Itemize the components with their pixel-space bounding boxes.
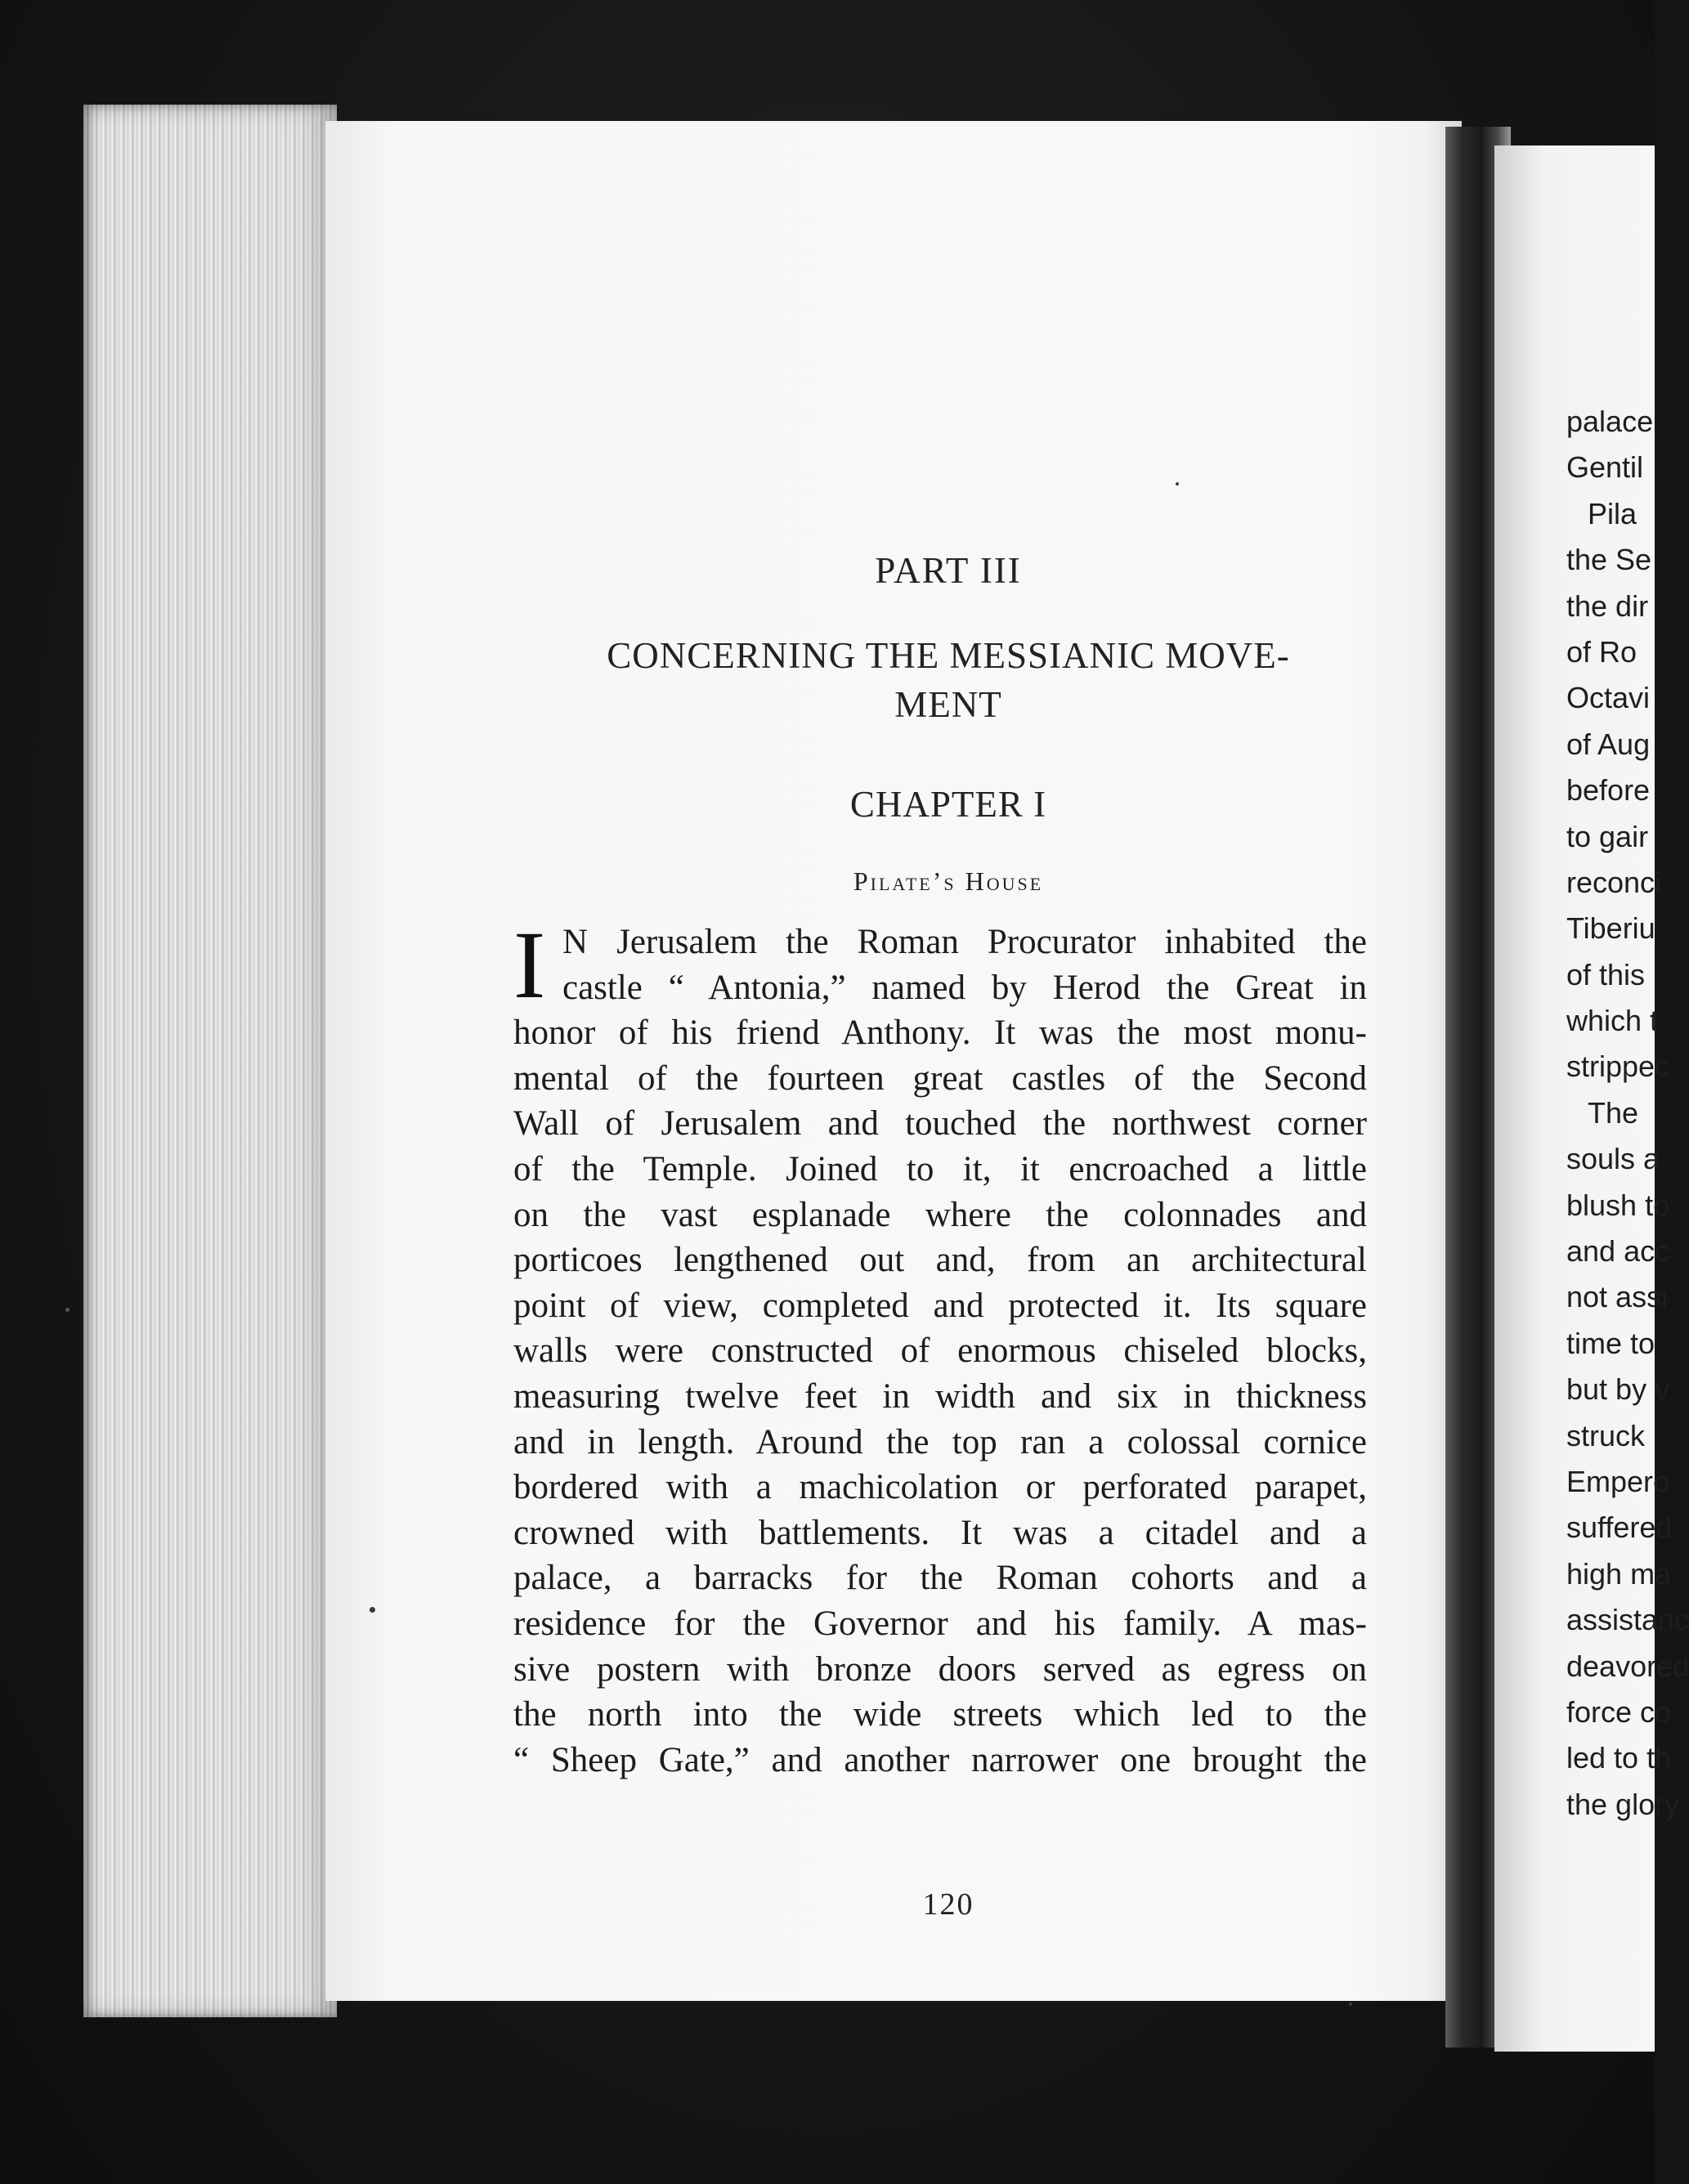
right-line: palace [1566,405,1654,438]
body-line: bordered with a machicolation or perforated parapet, [513,1468,1367,1507]
right-line: force co [1566,1694,1672,1729]
right-line: The [1588,1095,1639,1130]
dust-speck [1176,482,1179,486]
right-line: suffered [1566,1510,1673,1545]
right-line: reconci [1566,865,1662,899]
body-line: the north into the wide streets which led to the [513,1695,1367,1734]
body-text [513,911,1367,1783]
right-line: assistanc [1566,1603,1689,1637]
right-line: before [1566,773,1651,808]
part-title-line-2: MENT [894,684,1002,725]
section-title: Pilate’s House [853,866,1044,896]
right-line: Pila [1588,496,1637,530]
right-line: souls a [1566,1142,1660,1176]
body-line: crowned with battlements. It was a citadel and a [513,1513,1367,1552]
chapter-heading: CHAPTER I [849,784,1047,825]
body-line: on the vast esplanade where the colonnades and [513,1195,1367,1234]
body-line: point of view, completed and protected it. Its square [513,1286,1367,1325]
right-line: led to th [1566,1741,1672,1775]
right-line: to gair [1566,819,1649,853]
body-line: and in length. Around the top ran a colossal cornice [513,1422,1367,1461]
right-line: Octavi [1566,681,1651,715]
right-line: of Aug [1566,727,1651,761]
body-line: of the Temple. Joined to it, it encroached a little [513,1149,1367,1188]
right-line: Gentil [1566,450,1644,485]
body-line: N Jerusalem the Roman Procurator inhabited the [562,923,1367,961]
right-line: and acc [1566,1234,1670,1269]
page-number: 120 [922,1887,974,1922]
part-title-line-1: CONCERNING THE MESSIANIC MOVE- [607,635,1290,676]
body-line: sive postern with bronze doors served as egress on [513,1649,1367,1689]
right-line: which t [1566,1004,1659,1038]
dust-speck [65,1308,69,1312]
right-line: of this [1566,957,1646,991]
body-line: porticoes lengthened out and, from an architectural [513,1241,1367,1280]
part-heading: PART III [875,550,1022,591]
right-line: the dir [1566,589,1649,623]
body-line: Wall of Jerusalem and touched the northwest corner [513,1104,1367,1143]
body-line: honor of his friend Anthony. It was the most monu- [513,1014,1367,1053]
right-line: Empero [1566,1464,1670,1498]
body-line: mental of the fourteen great castles of the Second [513,1058,1367,1098]
body-line: castle “ Antonia,” named by Herod the Great in [562,968,1367,1007]
right-line: high ma [1566,1556,1672,1591]
body-line: measuring twelve feet in width and six in thickness [513,1376,1367,1416]
page-block-edges [83,105,337,2017]
right-line: deavored [1566,1649,1689,1683]
part-title [507,631,1390,729]
body-line: palace, a barracks for the Roman cohorts and a [513,1559,1367,1598]
right-line: blush to [1566,1188,1670,1222]
body-line: “ Sheep Gate,” and another narrower one brought the [513,1740,1367,1779]
body-line: residence for the Governor and his family. A mas- [513,1604,1367,1643]
right-line: not assi [1566,1280,1669,1314]
right-line: struck [1566,1418,1646,1452]
body-line: walls were constructed of enormous chiseled blocks, [513,1331,1367,1371]
right-line: the Se [1566,543,1652,577]
dust-speck [370,1607,375,1613]
right-line: strippec [1566,1049,1670,1084]
dust-speck [1349,2003,1352,2006]
right-line: of Ro [1566,634,1637,669]
right-line: but by v [1566,1372,1670,1407]
right-line: Tiberiu [1566,911,1655,946]
right-line: time to [1566,1326,1655,1360]
right-line: the glory [1566,1787,1680,1821]
drop-cap: I [513,911,546,1018]
right-page-text [1566,399,1689,1828]
